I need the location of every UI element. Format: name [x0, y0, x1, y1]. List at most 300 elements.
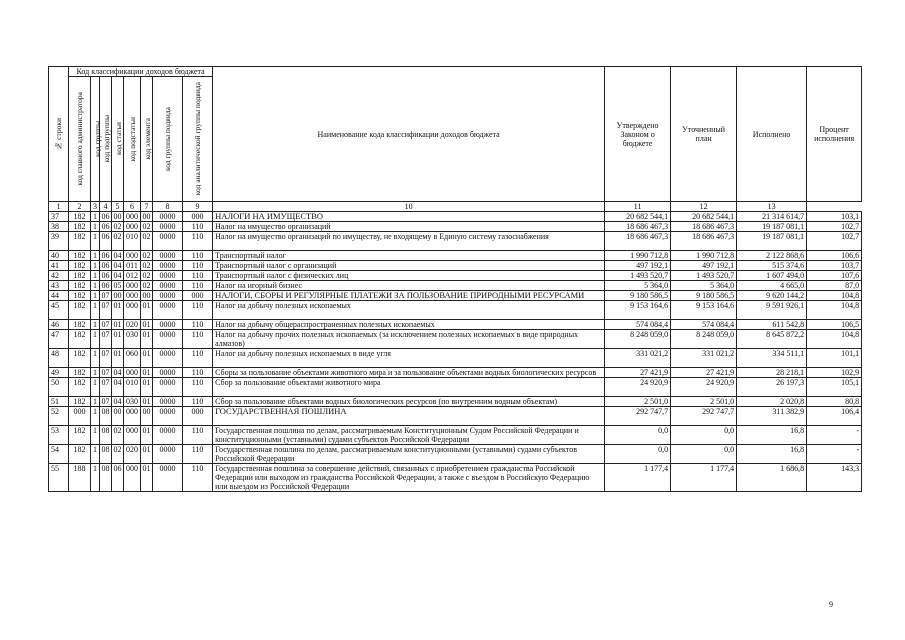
plan-value: 24 920,9 [671, 378, 737, 397]
percent-value: 104,8 [807, 301, 862, 320]
approved-value: 27 421,9 [605, 368, 671, 378]
code-article: 00 [112, 407, 124, 426]
plan-value: 1 493 520,7 [671, 271, 737, 281]
plan-value: 20 682 544,1 [671, 212, 737, 222]
code-analytic: 110 [183, 251, 213, 261]
code-subarticle: 000 [124, 212, 141, 222]
executed-value: 9 591 926,1 [737, 301, 807, 320]
code-analytic: 110 [183, 281, 213, 291]
table-row [49, 407, 862, 426]
table-row [49, 320, 862, 330]
code-subarticle: 030 [124, 397, 141, 407]
table-row [49, 426, 862, 445]
col-number: 3 [91, 202, 100, 212]
code-analytic: 110 [183, 222, 213, 232]
code-subtype: 0000 [153, 320, 183, 330]
code-subtype: 0000 [153, 426, 183, 445]
executed-value: 8 645 872,2 [737, 330, 807, 349]
code-subtype: 0000 [153, 378, 183, 397]
percent-value: 143,3 [807, 464, 862, 492]
approved-value: 8 248 059,0 [605, 330, 671, 349]
col-number: 7 [141, 202, 153, 212]
code-group: 1 [91, 212, 100, 222]
code-subtype: 0000 [153, 212, 183, 222]
code-subarticle: 000 [124, 291, 141, 301]
col-number: 11 [605, 202, 671, 212]
row-number: 53 [49, 426, 69, 445]
code-element: 01 [141, 349, 153, 368]
code-subtype: 0000 [153, 368, 183, 378]
code-subtype: 0000 [153, 445, 183, 464]
code-group: 1 [91, 426, 100, 445]
code-analytic: 000 [183, 212, 213, 222]
code-subarticle: 020 [124, 445, 141, 464]
revenue-name: Транспортный налог с физических лиц [213, 271, 605, 281]
percent-value: 106,4 [807, 407, 862, 426]
code-subarticle: 000 [124, 464, 141, 492]
code-group: 1 [91, 464, 100, 492]
header-subarticle: код подстатьи [124, 77, 141, 202]
code-group: 1 [91, 397, 100, 407]
percent-value: 102,7 [807, 232, 862, 251]
code-subarticle: 010 [124, 378, 141, 397]
code-element: 01 [141, 330, 153, 349]
code-admin: 182 [69, 232, 91, 251]
plan-value: 1 990 712,8 [671, 251, 737, 261]
code-subarticle: 030 [124, 330, 141, 349]
code-subarticle: 000 [124, 426, 141, 445]
code-admin: 182 [69, 426, 91, 445]
code-subarticle: 000 [124, 281, 141, 291]
table-row [49, 212, 862, 222]
code-subgroup: 07 [100, 301, 112, 320]
code-group: 1 [91, 445, 100, 464]
code-subtype: 0000 [153, 271, 183, 281]
code-element: 02 [142, 251, 151, 260]
code-subgroup: 07 [101, 397, 110, 406]
percent-value: 80,8 [807, 397, 862, 407]
code-element: 01 [141, 301, 153, 320]
code-group: 1 [91, 330, 100, 349]
code-admin: 182 [69, 251, 91, 261]
header-article: код статьи [112, 77, 124, 202]
code-subgroup: 08 [100, 464, 112, 492]
approved-value: 18 686 467,3 [605, 232, 671, 251]
col-number: 6 [124, 202, 141, 212]
code-admin: 182 [69, 445, 91, 464]
code-admin: 182 [69, 330, 91, 349]
code-analytic: 110 [183, 261, 213, 271]
revenue-name: Налог на добычу общераспространенных полезных ископаемых [213, 320, 605, 330]
code-subgroup: 06 [101, 212, 110, 221]
row-number: 39 [49, 232, 69, 251]
code-subarticle: 011 [124, 261, 141, 271]
executed-value: 611 542,8 [737, 320, 807, 330]
code-admin: 182 [69, 301, 91, 320]
col-number: 13 [737, 202, 807, 212]
header-name: Наименование кода классификации доходов бюджета [213, 67, 605, 202]
code-admin: 182 [69, 378, 91, 397]
table-row [49, 464, 862, 492]
code-article: 01 [113, 320, 122, 329]
executed-value: 515 374,6 [737, 261, 807, 271]
plan-value: 292 747,7 [671, 407, 737, 426]
table-row [49, 232, 862, 251]
executed-value: 19 187 081,1 [737, 232, 807, 251]
percent-value: - [807, 445, 862, 464]
row-number: 52 [49, 407, 69, 426]
code-admin: 182 [69, 368, 91, 378]
table-row [49, 291, 862, 301]
table-row [49, 261, 862, 271]
code-element: 02 [142, 271, 151, 280]
executed-value: 9 620 144,2 [737, 291, 807, 301]
code-admin: 182 [69, 271, 91, 281]
code-group: 1 [91, 232, 100, 251]
code-article: 01 [112, 301, 124, 320]
code-subgroup: 07 [101, 320, 110, 329]
revenue-name: Государственная пошлина за совершение действий, связанных с приобретением гражданства Российской Федерации или выходом из гражданства Российской Федерации, а также с въездом в Российскую Федерацию или выездом из Российской Федерации [213, 464, 605, 492]
code-subgroup: 06 [101, 281, 110, 290]
code-article: 02 [112, 445, 124, 464]
header-executed: Исполнено [737, 67, 807, 202]
code-article: 05 [113, 281, 122, 290]
executed-value: 16,8 [737, 445, 807, 464]
code-admin: 182 [69, 397, 91, 407]
approved-value: 18 686 467,3 [605, 222, 671, 232]
code-subgroup: 08 [100, 426, 112, 445]
code-subgroup: 06 [101, 222, 110, 231]
code-element: 00 [141, 407, 153, 426]
header-code-group: Код классификации доходов бюджета [69, 67, 213, 77]
code-subarticle: 020 [124, 320, 141, 330]
approved-value: 9 153 164,6 [605, 301, 671, 320]
header-element: код элемента [141, 77, 153, 202]
code-element: 02 [142, 281, 151, 290]
plan-value: 0,0 [671, 426, 737, 445]
plan-value: 9 180 586,5 [671, 291, 737, 301]
plan-value: 574 084,4 [671, 320, 737, 330]
executed-value: 19 187 081,1 [737, 222, 807, 232]
approved-value: 0,0 [605, 445, 671, 464]
percent-value: 102,7 [807, 222, 862, 232]
code-group: 1 [91, 378, 100, 397]
row-number: 44 [49, 291, 69, 301]
code-article: 01 [112, 330, 124, 349]
code-analytic: 110 [183, 378, 213, 397]
revenue-name: Налог на игорный бизнес [213, 281, 605, 291]
executed-value: 26 197,3 [737, 378, 807, 397]
code-subarticle: 000 [124, 251, 141, 261]
row-number: 37 [49, 212, 69, 222]
code-subgroup: 08 [100, 407, 112, 426]
code-subgroup: 07 [101, 368, 110, 377]
plan-value: 1 177,4 [671, 464, 737, 492]
code-group: 1 [91, 281, 100, 291]
code-subtype: 0000 [153, 464, 183, 492]
code-analytic: 000 [183, 291, 213, 301]
revenue-name: Налог на добычу полезных ископаемых [213, 301, 605, 320]
code-admin: 000 [69, 407, 91, 426]
approved-value: 9 180 586,5 [605, 291, 671, 301]
code-subtype: 0000 [153, 261, 183, 271]
approved-value: 1 990 712,8 [605, 251, 671, 261]
code-analytic: 110 [183, 445, 213, 464]
code-analytic: 110 [183, 349, 213, 368]
code-group: 1 [91, 222, 100, 232]
percent-value: 104,8 [807, 291, 862, 301]
row-number: 49 [49, 368, 69, 378]
code-group: 1 [91, 251, 100, 261]
row-number: 41 [49, 261, 69, 271]
code-element: 02 [142, 261, 151, 270]
code-subtype: 0000 [153, 330, 183, 349]
percent-value: 103,1 [807, 212, 862, 222]
col-number: 9 [183, 202, 213, 212]
code-admin: 182 [69, 291, 91, 301]
code-admin: 182 [69, 261, 91, 271]
executed-value: 4 665,0 [737, 281, 807, 291]
table-row [49, 368, 862, 378]
page-number: 9 [829, 600, 833, 609]
percent-value: 87,0 [807, 281, 862, 291]
row-number: 38 [49, 222, 69, 232]
row-number: 55 [49, 464, 69, 492]
header-approved: Утверждено Законом о бюджете [605, 67, 671, 202]
row-number: 54 [49, 445, 69, 464]
header-analytic: код аналитической группы подвида [183, 77, 213, 202]
header-subtype: код группы подвида [153, 77, 183, 202]
code-subgroup: 06 [100, 232, 112, 251]
code-subgroup: 06 [101, 251, 110, 260]
percent-value: 105,1 [807, 378, 862, 397]
revenue-name: Сборы за пользование объектами животного мира и за пользование объектами водных биологических ресурсов [213, 368, 605, 378]
code-group: 1 [91, 368, 100, 378]
code-element: 01 [142, 368, 151, 377]
code-element: 01 [142, 397, 151, 406]
code-subtype: 0000 [153, 407, 183, 426]
approved-value: 2 501,0 [605, 397, 671, 407]
code-analytic: 110 [183, 368, 213, 378]
executed-value: 334 511,1 [737, 349, 807, 368]
code-article: 02 [113, 222, 122, 231]
revenue-name: НАЛОГИ НА ИМУЩЕСТВО [213, 212, 605, 222]
code-subgroup: 08 [100, 445, 112, 464]
approved-value: 497 192,1 [605, 261, 671, 271]
code-article: 04 [113, 251, 122, 260]
plan-value: 2 501,0 [671, 397, 737, 407]
code-subgroup: 07 [100, 378, 112, 397]
code-subtype: 0000 [153, 232, 183, 251]
approved-value: 5 364,0 [605, 281, 671, 291]
code-subtype: 0000 [153, 291, 183, 301]
executed-value: 311 382,9 [737, 407, 807, 426]
code-subarticle: 012 [124, 271, 141, 281]
code-analytic: 110 [183, 301, 213, 320]
executed-value: 2 122 868,6 [737, 251, 807, 261]
code-subgroup: 07 [100, 349, 112, 368]
row-number: 50 [49, 378, 69, 397]
code-analytic: 110 [183, 397, 213, 407]
code-group: 1 [91, 301, 100, 320]
executed-value: 16,8 [737, 426, 807, 445]
col-number: 10 [213, 202, 605, 212]
plan-value: 497 192,1 [671, 261, 737, 271]
executed-value: 2 020,8 [737, 397, 807, 407]
code-analytic: 110 [183, 271, 213, 281]
plan-value: 8 248 059,0 [671, 330, 737, 349]
code-analytic: 110 [183, 320, 213, 330]
code-article: 04 [113, 271, 122, 280]
approved-value: 20 682 544,1 [605, 212, 671, 222]
approved-value: 574 084,4 [605, 320, 671, 330]
plan-value: 18 686 467,3 [671, 232, 737, 251]
code-subtype: 0000 [153, 349, 183, 368]
plan-value: 18 686 467,3 [671, 222, 737, 232]
code-article: 04 [112, 378, 124, 397]
revenue-name: Сбор за пользование объектами животного мира [213, 378, 605, 397]
code-admin: 182 [69, 349, 91, 368]
code-article: 04 [113, 397, 122, 406]
plan-value: 9 153 164,6 [671, 301, 737, 320]
code-analytic: 110 [183, 330, 213, 349]
revenue-name: Налог на добычу прочих полезных ископаемых (за исключением полезных ископаемых в виде природных алмазов) [213, 330, 605, 349]
col-number: 2 [69, 202, 91, 212]
code-article: 06 [112, 464, 124, 492]
code-subtype: 0000 [153, 397, 183, 407]
code-admin: 182 [69, 281, 91, 291]
col-number: 12 [671, 202, 737, 212]
code-subtype: 0000 [153, 251, 183, 261]
code-group: 1 [91, 271, 100, 281]
code-group: 1 [91, 320, 100, 330]
revenue-name: ГОСУДАРСТВЕННАЯ ПОШЛИНА [213, 407, 605, 426]
revenue-name: Налог на добычу полезных ископаемых в виде угля [213, 349, 605, 368]
approved-value: 331 021,2 [605, 349, 671, 368]
approved-value: 292 747,7 [605, 407, 671, 426]
column-numbers-row [49, 202, 862, 212]
code-analytic: 110 [183, 232, 213, 251]
header-row-no: № строки [49, 67, 69, 202]
code-article: 04 [113, 261, 122, 270]
code-subgroup: 06 [101, 261, 110, 270]
code-subgroup: 07 [100, 330, 112, 349]
row-number: 45 [49, 301, 69, 320]
plan-value: 331 021,2 [671, 349, 737, 368]
code-article: 00 [113, 212, 122, 221]
code-analytic: 000 [183, 407, 213, 426]
code-subtype: 0000 [153, 301, 183, 320]
code-admin: 182 [69, 212, 91, 222]
table-row [49, 281, 862, 291]
revenue-name: Транспортный налог с организаций [213, 261, 605, 271]
code-group: 1 [91, 261, 100, 271]
row-number: 40 [49, 251, 69, 261]
code-admin: 182 [69, 320, 91, 330]
code-subgroup: 07 [101, 291, 110, 300]
code-subgroup: 06 [101, 271, 110, 280]
code-subarticle: 060 [124, 349, 141, 368]
revenue-name: Налог на имущество организаций по имуществу, не входящему в Единую систему газоснабжения [213, 232, 605, 251]
table-row [49, 349, 862, 368]
code-element: 02 [141, 232, 153, 251]
row-number: 42 [49, 271, 69, 281]
code-element: 02 [142, 222, 151, 231]
table-row [49, 271, 862, 281]
approved-value: 1 493 520,7 [605, 271, 671, 281]
table-row [49, 251, 862, 261]
row-number: 51 [49, 397, 69, 407]
code-subarticle: 000 [124, 407, 141, 426]
percent-value: 104,8 [807, 330, 862, 349]
code-group: 1 [91, 291, 100, 301]
revenue-name: Сбор за пользование объектами водных биологических ресурсов (по внутренним водным объектам) [213, 397, 605, 407]
table-row [49, 222, 862, 232]
table-row [49, 301, 862, 320]
code-subarticle: 000 [124, 222, 141, 232]
budget-revenue-table [48, 66, 862, 492]
code-element: 01 [141, 378, 153, 397]
percent-value: 103,7 [807, 261, 862, 271]
approved-value: 24 920,9 [605, 378, 671, 397]
code-subarticle: 000 [124, 301, 141, 320]
header-plan: Уточненный план [671, 67, 737, 202]
code-admin: 188 [69, 464, 91, 492]
revenue-name: НАЛОГИ, СБОРЫ И РЕГУЛЯРНЫЕ ПЛАТЕЖИ ЗА ПОЛЬЗОВАНИЕ ПРИРОДНЫМИ РЕСУРСАМИ [213, 291, 605, 301]
code-article: 01 [112, 349, 124, 368]
header-subgroup: код подгруппы [100, 77, 112, 202]
code-element: 00 [142, 291, 151, 300]
table-row [49, 397, 862, 407]
executed-value: 21 314 614,7 [737, 212, 807, 222]
code-admin: 182 [69, 222, 91, 232]
code-element: 01 [141, 445, 153, 464]
code-analytic: 110 [183, 464, 213, 492]
row-number: 48 [49, 349, 69, 368]
plan-value: 27 421,9 [671, 368, 737, 378]
header-admin: код главного администратора [69, 77, 91, 202]
col-number: 5 [112, 202, 124, 212]
col-number: 4 [100, 202, 112, 212]
col-number: 8 [153, 202, 183, 212]
code-article: 02 [112, 232, 124, 251]
plan-value: 5 364,0 [671, 281, 737, 291]
executed-value: 1 607 494,0 [737, 271, 807, 281]
table-row [49, 330, 862, 349]
code-article: 00 [113, 291, 122, 300]
code-article: 02 [112, 426, 124, 445]
percent-value: 101,1 [807, 349, 862, 368]
code-analytic: 110 [183, 426, 213, 445]
code-element: 01 [141, 464, 153, 492]
percent-value: 106,6 [807, 251, 862, 261]
revenue-name: Государственная пошлина по делам, рассматриваемым Конституционным Судом Российской Федерации и конституционными (уставными) судами субъектов Российской Федерации [213, 426, 605, 445]
code-group: 1 [91, 407, 100, 426]
percent-value: 106,5 [807, 320, 862, 330]
code-group: 1 [91, 349, 100, 368]
percent-value: - [807, 426, 862, 445]
code-element: 01 [141, 426, 153, 445]
code-article: 04 [113, 368, 122, 377]
approved-value: 0,0 [605, 426, 671, 445]
header-percent: Процент исполнения [807, 67, 862, 202]
col-number: 1 [49, 202, 69, 212]
code-element: 00 [142, 212, 151, 221]
table-row [49, 378, 862, 397]
revenue-name: Государственная пошлина по делам, рассматриваемым конституционными (уставными) судами субъектов Российской Федерации [213, 445, 605, 464]
code-subarticle: 000 [124, 368, 141, 378]
approved-value: 1 177,4 [605, 464, 671, 492]
